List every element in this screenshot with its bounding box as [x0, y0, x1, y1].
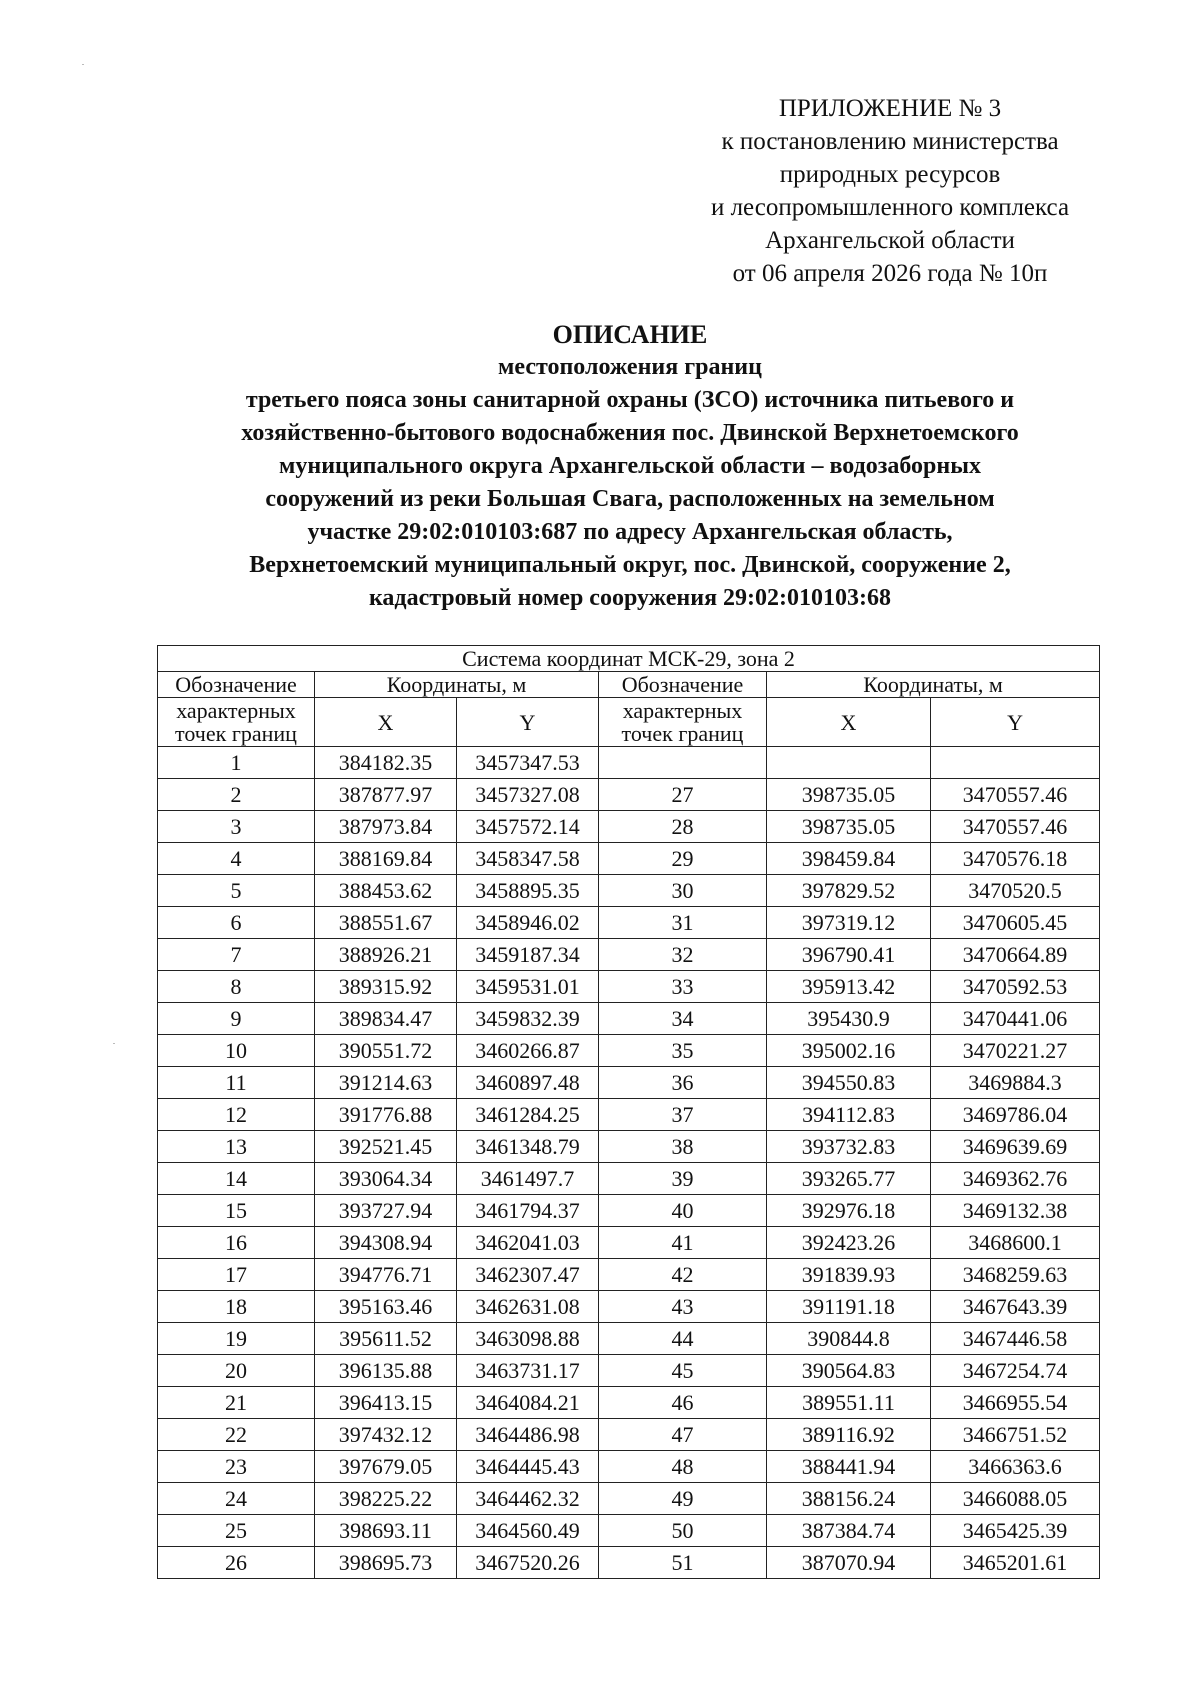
point-number-cell: 26 — [158, 1547, 315, 1579]
x-coordinate-cell: 389834.47 — [315, 1003, 457, 1035]
y-coordinate-cell: 3468259.63 — [931, 1259, 1100, 1291]
point-number-cell: 46 — [599, 1387, 767, 1419]
x-coordinate-cell: 394550.83 — [767, 1067, 931, 1099]
y-coordinate-cell: 3468600.1 — [931, 1227, 1100, 1259]
title-line: третьего пояса зоны санитарной охраны (ЗСО) источника питьевого и — [245, 387, 1015, 413]
table-row — [158, 811, 1100, 843]
point-number-cell: 22 — [158, 1419, 315, 1451]
y-coordinate-cell: 3460897.48 — [457, 1067, 599, 1099]
table-row — [158, 1323, 1100, 1355]
point-number-cell: 38 — [599, 1131, 767, 1163]
x-coordinate-cell: 397679.05 — [315, 1451, 457, 1483]
point-number-cell: 6 — [158, 907, 315, 939]
table-row — [158, 1227, 1100, 1259]
appendix-ref-line: к постановлению министерства — [721, 128, 1059, 155]
table-row — [158, 1387, 1100, 1419]
x-coordinate-cell: 384182.35 — [315, 747, 457, 779]
y-coordinate-cell: 3462041.03 — [457, 1227, 599, 1259]
point-number-cell: 16 — [158, 1227, 315, 1259]
y-coordinate-cell: 3461794.37 — [457, 1195, 599, 1227]
appendix-ref-line: и лесопромышленного комплекса — [710, 194, 1070, 221]
x-coordinate-cell: 398693.11 — [315, 1515, 457, 1547]
x-coordinate-cell: 388551.67 — [315, 907, 457, 939]
point-number-cell: 39 — [599, 1163, 767, 1195]
table-row — [158, 1035, 1100, 1067]
y-coordinate-cell: 3458347.58 — [457, 843, 599, 875]
point-number-cell: 20 — [158, 1355, 315, 1387]
x-coordinate-cell: 387973.84 — [315, 811, 457, 843]
x-coordinate-cell: 391214.63 — [315, 1067, 457, 1099]
point-number-cell: 31 — [599, 907, 767, 939]
point-number-cell: 33 — [599, 971, 767, 1003]
y-coordinate-cell: 3467643.39 — [931, 1291, 1100, 1323]
y-coordinate-cell: 3470557.46 — [931, 779, 1100, 811]
point-number-cell: 14 — [158, 1163, 315, 1195]
point-number-cell: 21 — [158, 1387, 315, 1419]
x-coordinate-cell: 395163.46 — [315, 1291, 457, 1323]
y-coordinate-cell: 3462631.08 — [457, 1291, 599, 1323]
x-coordinate-cell: 397829.52 — [767, 875, 931, 907]
appendix-header — [640, 92, 1140, 290]
table-row — [158, 1419, 1100, 1451]
table-row — [158, 843, 1100, 875]
x-coordinate-cell: 398225.22 — [315, 1483, 457, 1515]
point-number-cell: 45 — [599, 1355, 767, 1387]
y-coordinate-cell: 3470664.89 — [931, 939, 1100, 971]
point-number-cell: 12 — [158, 1099, 315, 1131]
table-row — [158, 1067, 1100, 1099]
x-coordinate-cell: 387070.94 — [767, 1547, 931, 1579]
y-coordinate-cell: 3465201.61 — [931, 1547, 1100, 1579]
point-number-cell: 30 — [599, 875, 767, 907]
x-coordinate-cell: 388156.24 — [767, 1483, 931, 1515]
y-coordinate-cell: 3469132.38 — [931, 1195, 1100, 1227]
point-number-cell: 3 — [158, 811, 315, 843]
y-coordinate-cell: 3459187.34 — [457, 939, 599, 971]
y-coordinate-cell: 3463731.17 — [457, 1355, 599, 1387]
point-number-cell: 4 — [158, 843, 315, 875]
x-coordinate-cell: 397319.12 — [767, 907, 931, 939]
point-number-cell: 25 — [158, 1515, 315, 1547]
table-row — [158, 1291, 1100, 1323]
title-line: участке 29:02:010103:687 по адресу Архангельская область, — [307, 519, 953, 545]
y-coordinate-cell: 3458895.35 — [457, 875, 599, 907]
document-title — [130, 318, 1130, 615]
x-coordinate-cell: 397432.12 — [315, 1419, 457, 1451]
y-coordinate-cell: 3457347.53 — [457, 747, 599, 779]
x-coordinate-cell: 395430.9 — [767, 1003, 931, 1035]
y-coordinate-cell: 3470576.18 — [931, 843, 1100, 875]
x-coordinate-cell — [767, 747, 931, 779]
point-number-cell: 48 — [599, 1451, 767, 1483]
appendix-number: ПРИЛОЖЕНИЕ № 3 — [778, 95, 1002, 122]
y-coordinate-cell: 3470592.53 — [931, 971, 1100, 1003]
point-number-cell: 43 — [599, 1291, 767, 1323]
table-row — [158, 1451, 1100, 1483]
x-coordinate-cell: 390844.8 — [767, 1323, 931, 1355]
y-coordinate-cell: 3464560.49 — [457, 1515, 599, 1547]
appendix-date: от 06 апреля 2026 года № 10п — [732, 260, 1048, 287]
table-row — [158, 1355, 1100, 1387]
x-coordinate-cell: 390564.83 — [767, 1355, 931, 1387]
y-coordinate-cell: 3469786.04 — [931, 1099, 1100, 1131]
x-coordinate-cell: 390551.72 — [315, 1035, 457, 1067]
y-coordinate-cell: 3469884.3 — [931, 1067, 1100, 1099]
point-number-cell: 28 — [599, 811, 767, 843]
point-number-cell: 27 — [599, 779, 767, 811]
point-number-cell: 15 — [158, 1195, 315, 1227]
table-row — [158, 971, 1100, 1003]
y-coordinate-cell: 3470221.27 — [931, 1035, 1100, 1067]
table-row — [158, 1547, 1100, 1579]
point-number-cell: 10 — [158, 1035, 315, 1067]
appendix-ref-line: Архангельской области — [765, 227, 1015, 254]
y-column-header: Y — [931, 698, 1100, 747]
table-row — [158, 1483, 1100, 1515]
point-number-cell: 35 — [599, 1035, 767, 1067]
y-coordinate-cell: 3466955.54 — [931, 1387, 1100, 1419]
table-row — [158, 1003, 1100, 1035]
x-column-header: X — [315, 698, 457, 747]
point-number-cell: 34 — [599, 1003, 767, 1035]
y-coordinate-cell: 3457572.14 — [457, 811, 599, 843]
y-coordinate-cell — [931, 747, 1100, 779]
point-header-rest: характерных точек границ — [599, 698, 767, 747]
point-header-rest: характерных точек границ — [158, 698, 315, 747]
x-coordinate-cell: 388441.94 — [767, 1451, 931, 1483]
point-number-cell: 47 — [599, 1419, 767, 1451]
y-coordinate-cell: 3467520.26 — [457, 1547, 599, 1579]
point-number-cell: 23 — [158, 1451, 315, 1483]
x-coordinate-cell: 394308.94 — [315, 1227, 457, 1259]
point-number-cell: 11 — [158, 1067, 315, 1099]
point-number-cell: 2 — [158, 779, 315, 811]
x-coordinate-cell: 388169.84 — [315, 843, 457, 875]
y-coordinate-cell: 3470605.45 — [931, 907, 1100, 939]
point-number-cell: 9 — [158, 1003, 315, 1035]
x-coordinate-cell: 395611.52 — [315, 1323, 457, 1355]
x-coordinate-cell: 396135.88 — [315, 1355, 457, 1387]
y-coordinate-cell: 3461348.79 — [457, 1131, 599, 1163]
point-number-cell: 49 — [599, 1483, 767, 1515]
y-coordinate-cell: 3464462.32 — [457, 1483, 599, 1515]
x-coordinate-cell: 396413.15 — [315, 1387, 457, 1419]
y-coordinate-cell: 3463098.88 — [457, 1323, 599, 1355]
x-coordinate-cell: 396790.41 — [767, 939, 931, 971]
title-line: Верхнетоемский муниципальный округ, пос. Двинской, сооружение 2, — [249, 552, 1011, 578]
y-coordinate-cell: 3465425.39 — [931, 1515, 1100, 1547]
y-coordinate-cell: 3460266.87 — [457, 1035, 599, 1067]
y-coordinate-cell: 3464084.21 — [457, 1387, 599, 1419]
x-coordinate-cell: 391191.18 — [767, 1291, 931, 1323]
point-header-top: Обозначение — [599, 672, 767, 698]
x-coordinate-cell: 395002.16 — [767, 1035, 931, 1067]
x-coordinate-cell: 393265.77 — [767, 1163, 931, 1195]
point-number-cell: 24 — [158, 1483, 315, 1515]
point-number-cell: 44 — [599, 1323, 767, 1355]
coordinates-table — [157, 645, 1100, 1579]
y-coordinate-cell: 3459531.01 — [457, 971, 599, 1003]
x-coordinate-cell: 394112.83 — [767, 1099, 931, 1131]
x-coordinate-cell: 398735.05 — [767, 811, 931, 843]
title-line: муниципального округа Архангельской области – водозаборных — [279, 453, 981, 479]
y-coordinate-cell: 3470557.46 — [931, 811, 1100, 843]
x-coordinate-cell: 393064.34 — [315, 1163, 457, 1195]
x-coordinate-cell: 393732.83 — [767, 1131, 931, 1163]
coordinate-system-label: Система координат МСК-29, зона 2 — [158, 646, 1100, 672]
y-coordinate-cell: 3470520.5 — [931, 875, 1100, 907]
y-coordinate-cell: 3467254.74 — [931, 1355, 1100, 1387]
table-row — [158, 907, 1100, 939]
point-number-cell: 40 — [599, 1195, 767, 1227]
x-coordinate-cell: 392521.45 — [315, 1131, 457, 1163]
point-number-cell: 5 — [158, 875, 315, 907]
table-row — [158, 779, 1100, 811]
x-coordinate-cell: 394776.71 — [315, 1259, 457, 1291]
scan-speck — [113, 1043, 115, 1044]
point-number-cell: 51 — [599, 1547, 767, 1579]
point-number-cell: 18 — [158, 1291, 315, 1323]
point-number-cell: 7 — [158, 939, 315, 971]
x-coordinate-cell: 398695.73 — [315, 1547, 457, 1579]
x-coordinate-cell: 398735.05 — [767, 779, 931, 811]
point-number-cell: 42 — [599, 1259, 767, 1291]
point-number-cell: 8 — [158, 971, 315, 1003]
point-number-cell: 13 — [158, 1131, 315, 1163]
table-row — [158, 875, 1100, 907]
point-number-cell: 36 — [599, 1067, 767, 1099]
point-number-cell: 29 — [599, 843, 767, 875]
x-coordinate-cell: 392976.18 — [767, 1195, 931, 1227]
x-coordinate-cell: 388926.21 — [315, 939, 457, 971]
y-coordinate-cell: 3469639.69 — [931, 1131, 1100, 1163]
title-main: ОПИСАНИЕ — [552, 320, 708, 349]
table-row — [158, 747, 1100, 779]
point-number-cell: 1 — [158, 747, 315, 779]
x-coordinate-cell: 387877.97 — [315, 779, 457, 811]
point-number-cell — [599, 747, 767, 779]
y-coordinate-cell: 3469362.76 — [931, 1163, 1100, 1195]
coords-header: Координаты, м — [767, 672, 1100, 698]
x-coordinate-cell: 391839.93 — [767, 1259, 931, 1291]
x-coordinate-cell: 389551.11 — [767, 1387, 931, 1419]
y-coordinate-cell: 3461497.7 — [457, 1163, 599, 1195]
y-coordinate-cell: 3467446.58 — [931, 1323, 1100, 1355]
x-coordinate-cell: 387384.74 — [767, 1515, 931, 1547]
x-coordinate-cell: 389315.92 — [315, 971, 457, 1003]
table-row — [158, 1195, 1100, 1227]
x-coordinate-cell: 389116.92 — [767, 1419, 931, 1451]
y-coordinate-cell: 3466088.05 — [931, 1483, 1100, 1515]
table-row — [158, 1131, 1100, 1163]
point-number-cell: 41 — [599, 1227, 767, 1259]
point-number-cell: 17 — [158, 1259, 315, 1291]
y-column-header: Y — [457, 698, 599, 747]
y-coordinate-cell: 3466363.6 — [931, 1451, 1100, 1483]
x-coordinate-cell: 391776.88 — [315, 1099, 457, 1131]
x-coordinate-cell: 388453.62 — [315, 875, 457, 907]
title-line: местоположения границ — [498, 354, 762, 380]
table-row — [158, 939, 1100, 971]
point-number-cell: 32 — [599, 939, 767, 971]
table-row — [158, 1515, 1100, 1547]
y-coordinate-cell: 3461284.25 — [457, 1099, 599, 1131]
y-coordinate-cell: 3462307.47 — [457, 1259, 599, 1291]
point-number-cell: 37 — [599, 1099, 767, 1131]
y-coordinate-cell: 3466751.52 — [931, 1419, 1100, 1451]
y-coordinate-cell: 3459832.39 — [457, 1003, 599, 1035]
coords-header: Координаты, м — [315, 672, 599, 698]
point-number-cell: 19 — [158, 1323, 315, 1355]
y-coordinate-cell: 3470441.06 — [931, 1003, 1100, 1035]
point-header-top: Обозначение — [158, 672, 315, 698]
y-coordinate-cell: 3464486.98 — [457, 1419, 599, 1451]
table-row — [158, 1259, 1100, 1291]
x-column-header: X — [767, 698, 931, 747]
title-line: кадастровый номер сооружения 29:02:010103:68 — [368, 585, 892, 611]
title-line: хозяйственно-бытового водоснабжения пос. Двинской Верхнетоемского — [241, 420, 1019, 446]
table-row — [158, 1099, 1100, 1131]
coordinates-table-body — [158, 747, 1100, 1579]
table-row — [158, 1163, 1100, 1195]
y-coordinate-cell: 3457327.08 — [457, 779, 599, 811]
point-number-cell: 50 — [599, 1515, 767, 1547]
y-coordinate-cell: 3458946.02 — [457, 907, 599, 939]
x-coordinate-cell: 392423.26 — [767, 1227, 931, 1259]
x-coordinate-cell: 393727.94 — [315, 1195, 457, 1227]
appendix-ref-line: природных ресурсов — [779, 161, 1001, 188]
x-coordinate-cell: 395913.42 — [767, 971, 931, 1003]
scan-speck — [82, 64, 84, 65]
title-line: сооружений из реки Большая Свага, расположенных на земельном — [265, 486, 995, 512]
x-coordinate-cell: 398459.84 — [767, 843, 931, 875]
y-coordinate-cell: 3464445.43 — [457, 1451, 599, 1483]
